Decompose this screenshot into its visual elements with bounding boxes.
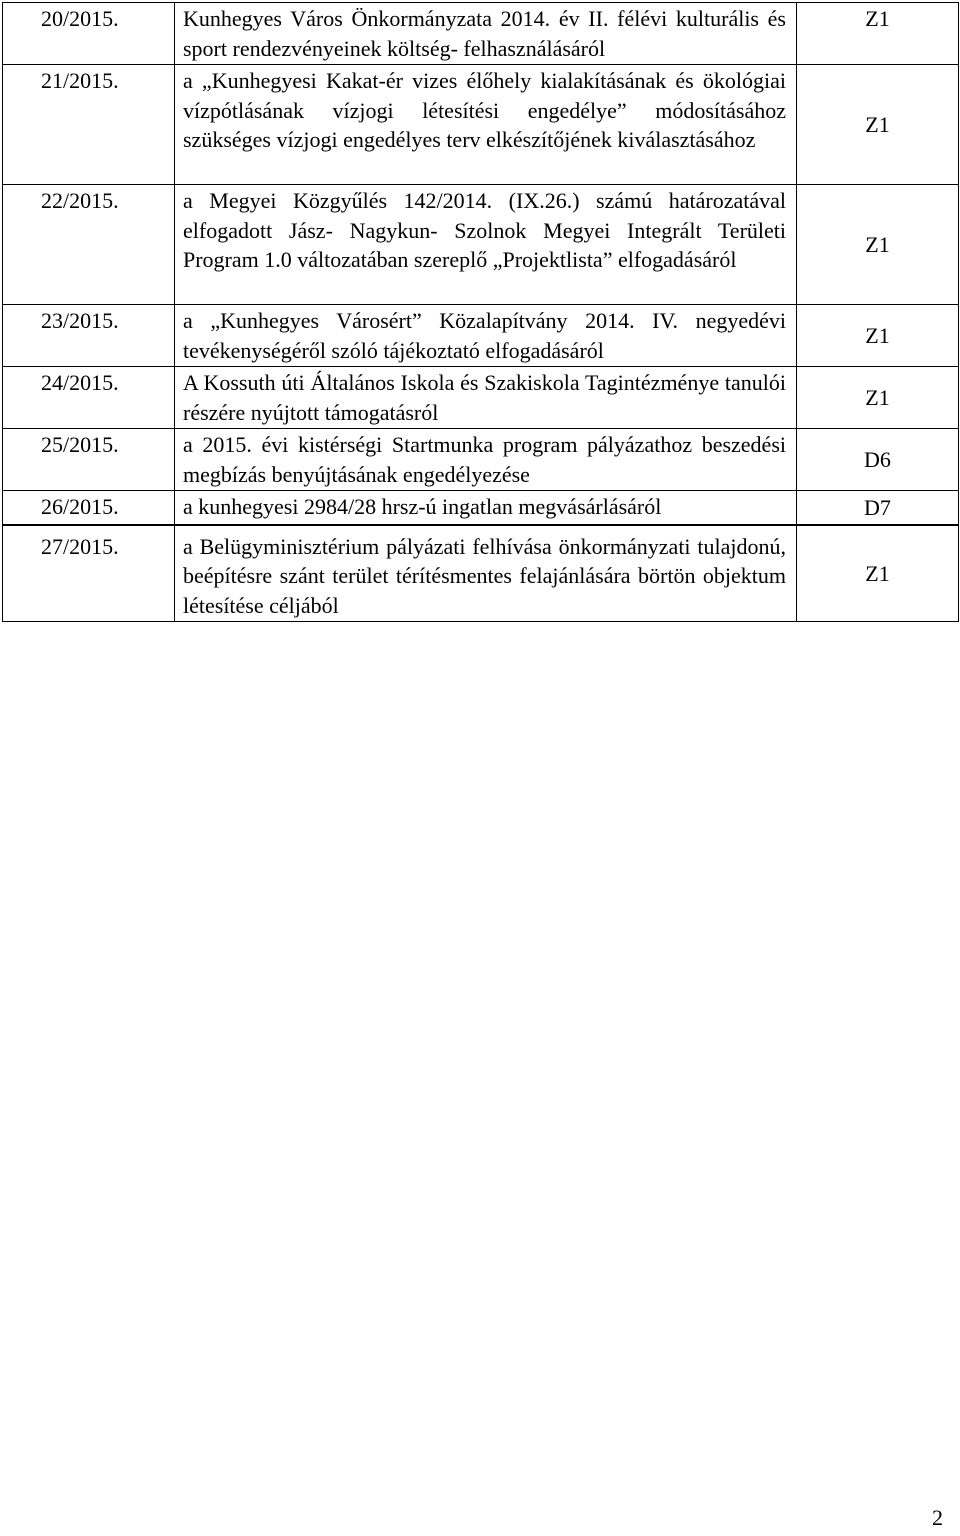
resolution-subject: A Kossuth úti Általános Iskola és Szakiskola Tagintézménye tanulói részére nyújtott támogatásról: [183, 370, 786, 425]
resolution-number: 23/2015.: [3, 305, 175, 367]
resolution-code: Z1: [797, 525, 959, 622]
resolution-subject: a kunhegyesi 2984/28 hrsz-ú ingatlan megvásárlásáról: [183, 494, 662, 519]
resolution-number: 27/2015.: [3, 525, 175, 622]
resolution-code: Z1: [797, 65, 959, 185]
resolution-code: Z1: [797, 367, 959, 429]
table-row: [3, 185, 959, 305]
resolution-number: 26/2015.: [3, 491, 175, 525]
resolution-code: Z1: [797, 305, 959, 367]
resolution-subject: a Megyei Közgyűlés 142/2014. (IX.26.) számú határozatával elfogadott Jász- Nagykun- Szolnok Megyei Integrált Területi Program 1.0 változatában szereplő „Projektlista” elfogadásáról: [183, 188, 786, 272]
resolution-code: Z1: [797, 185, 959, 305]
resolution-number: 21/2015.: [3, 65, 175, 185]
page-number: 2: [932, 1505, 943, 1530]
resolution-number: 24/2015.: [3, 367, 175, 429]
resolution-code: D6: [797, 429, 959, 491]
resolution-code: D7: [797, 491, 959, 525]
resolution-subject: a „Kunhegyes Városért” Közalapítvány 2014. IV. negyedévi tevékenységéről szóló tájékoztató elfogadásáról: [183, 308, 786, 363]
resolution-subject: a Belügyminisztérium pályázati felhívása önkormányzati tulajdonú, beépítésre szánt terület térítésmentes felajánlására börtön objektum létesítése céljából: [183, 533, 786, 618]
table-row: [3, 491, 959, 525]
resolution-subject: Kunhegyes Város Önkormányzata 2014. év II. félévi kulturális és sport rendezvényeinek költség- felhasználásáról: [183, 6, 786, 61]
resolution-number: 20/2015.: [3, 3, 175, 65]
table-row: [3, 65, 959, 185]
table-row: [3, 3, 959, 65]
table-row: [3, 525, 959, 622]
resolution-subject: a „Kunhegyesi Kakat-ér vizes élőhely kialakításának és ökológiai vízpótlásának vízjogi létesítési engedélye” módosításához szükséges vízjogi engedélyes terv elkészítőjének kiválasztásához: [183, 68, 786, 152]
resolution-code: Z1: [797, 3, 959, 65]
resolution-number: 22/2015.: [3, 185, 175, 305]
resolution-subject: a 2015. évi kistérségi Startmunka program pályázathoz beszedési megbízás benyújtásának engedélyezése: [183, 432, 786, 487]
table-row: [3, 429, 959, 491]
agenda-table: [2, 2, 959, 622]
table-row: [3, 305, 959, 367]
table-row: [3, 367, 959, 429]
resolution-number: 25/2015.: [3, 429, 175, 491]
